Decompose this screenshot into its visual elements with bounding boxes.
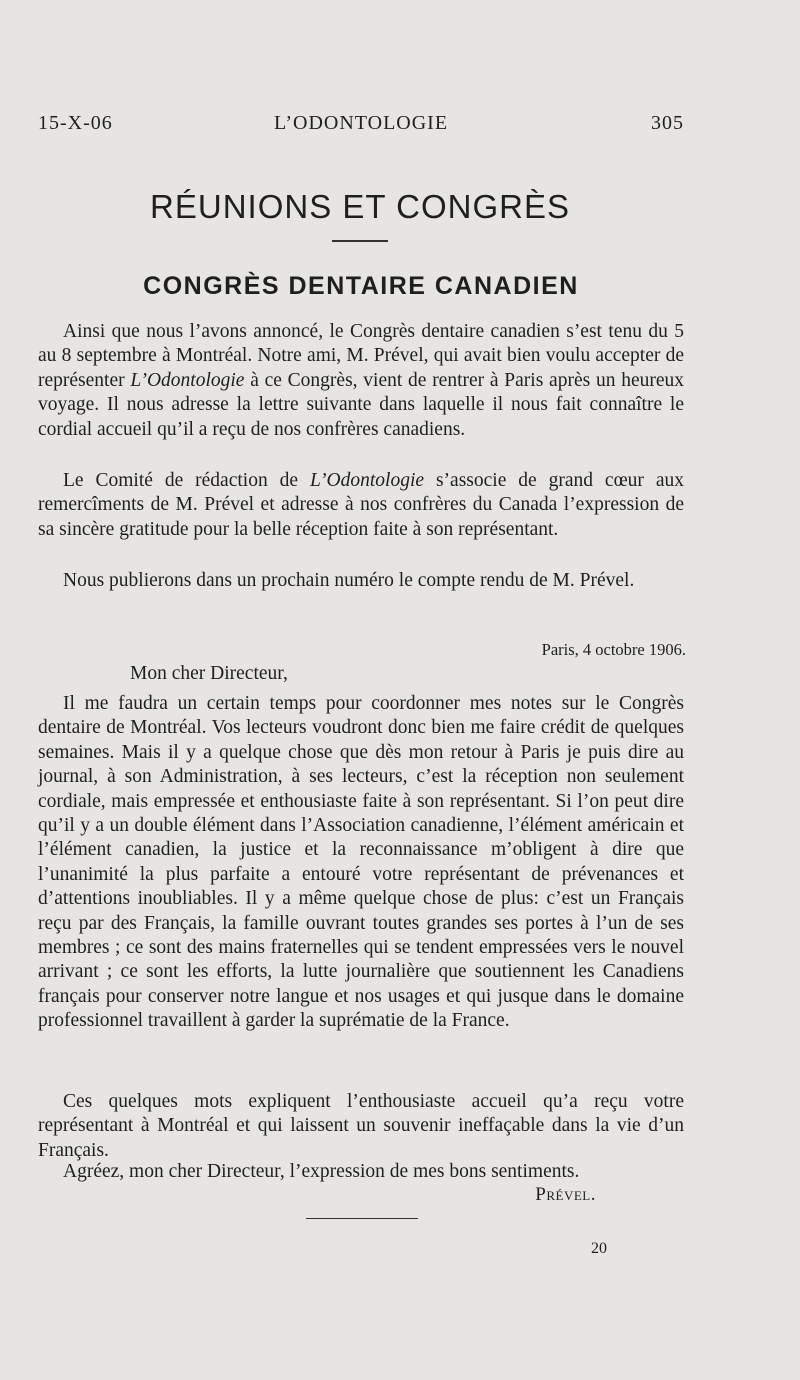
paragraph-2 [38, 469, 684, 542]
paragraph-1-journal-title: L’Odontologie [130, 369, 245, 391]
letter-body-1: Il me faudra un certain temps pour coordonner mes notes sur le Congrès dentaire de Montréal. Vos lecteurs voudront donc bien me faire crédit de quelques semaines. Mais il y a quelque chose que dès mon retour à Paris je puis dire au journal, à son Administration, à ses lecteurs, c’est la réception non seulement cordiale, mais empressée et enthousiaste faite à son représentant. Si l’on peut dire qu’il y a un double élément dans l’Association canadienne, l’élément américain et l’élément canadien, la justice et la reconnaissance m’obligent à dire que l’unanimité la plus parfaite a entouré votre représentant de prévenances et d’attentions inoubliables. Il y a même quelque chose de plus: c’est un Français reçu par des Français, la famille ouvrant toutes grandes ses portes à l’un de ses membres ; ce sont des mains fraternelles qui se tendent empressées vers le nouvel arrivant ; ce sont les efforts, la lutte journalière que soutiennent les Canadiens français pour conserver notre langue et nos usages et qui jusque dans le domaine professionnel travaillent à garder la suprématie de la France. [38, 693, 684, 1032]
paragraph-1-text-a: Ainsi que nous l’avons annoncé, le Congrès dentaire canadien s’est tenu du 5 au 8 septembre à Montréal. Notre ami, M. Prével, qui avait bien voulu accepter de représenter [38, 321, 684, 391]
end-rule [306, 1218, 418, 1219]
title-rule [332, 240, 388, 242]
article-subtitle: CONGRÈS DENTAIRE CANADIEN [143, 272, 579, 300]
journal-name: L’ODONTOLOGIE [273, 112, 449, 134]
letter-closing: Agréez, mon cher Directeur, l’expression de mes bons sentiments. [63, 1161, 580, 1182]
issue-date: 15-X-06 [38, 112, 113, 134]
section-title: RÉUNIONS ET CONGRÈS [150, 188, 570, 225]
page-number: 305 [651, 112, 684, 134]
paragraph-2-text-a: Le Comité de rédaction de [63, 470, 310, 491]
running-head [38, 112, 684, 142]
signature-mark: 20 [591, 1240, 607, 1257]
paragraph-2-text-b: s’associe de grand cœur aux remercîments de M. Prével et adresse à nos confrères du Canada l’expression de sa sincère gratitude pour la belle réception faite à son représentant. [38, 470, 684, 540]
letter-date: Paris, 4 octobre 1906. [541, 640, 686, 659]
paragraph-1 [38, 320, 684, 442]
letter-signature: Prével. [535, 1184, 596, 1205]
letter-body-2: Ces quelques mots expliquent l’enthousiaste accueil qu’a reçu votre représentant à Montréal et qui laissent un souvenir ineffaçable dans la vie d’un Français. [38, 1091, 684, 1161]
paragraph-3: Nous publierons dans un prochain numéro le compte rendu de M. Prével. [63, 570, 635, 591]
paragraph-2-journal-title: L’Odontologie [309, 470, 425, 491]
paragraph-1-text-b: à ce Congrès, vient de rentrer à Paris après un heureux voyage. Il nous adresse la lettre suivante dans laquelle il nous fait connaître le cordial accueil qu’il a reçu de nos confrères canadiens. [38, 369, 684, 440]
letter-salutation: Mon cher Directeur, [130, 663, 288, 684]
